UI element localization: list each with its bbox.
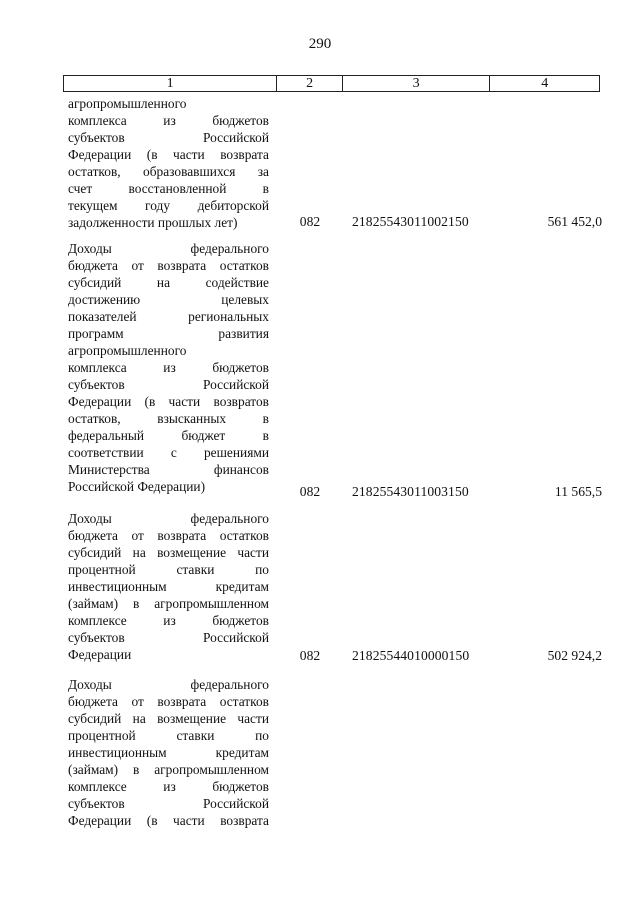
description-line: субъектов Российской [68,377,269,392]
amount: 561 452,0 [547,214,602,229]
description-line: агропромышленного [68,343,187,358]
description-line: Федерации (в части возврата [68,813,269,828]
description-line: субъектов Российской [68,796,269,811]
header-col-1: 1 [166,76,174,91]
description-line: бюджета от возврата остатков [68,694,269,709]
kbk-code: 21825543011003150 [352,484,469,499]
admin-code: 082 [299,484,321,499]
amount: 502 924,2 [547,648,602,663]
table-header [63,75,600,92]
description-line: Доходы федерального [68,241,269,256]
description-line: субсидий на возмещение части [68,711,269,726]
description-line: Министерства финансов [68,462,269,477]
description-line: субъектов Российской [68,130,269,145]
description-line: субъектов Российской [68,630,269,645]
description-line: Федерации (в части возврата [68,147,269,162]
description-line: задолженности прошлых лет) [68,215,238,230]
header-col-4: 4 [489,76,599,91]
description-line: бюджета от возврата остатков [68,258,269,273]
description-line: процентной ставки по [68,728,269,743]
description-line: федеральный бюджет в [68,428,269,443]
row-description [68,95,269,231]
description-line: соответствии с решениями [68,445,269,460]
description-line: Российской Федерации) [68,479,206,494]
description-line: остатков, взысканных в [68,411,269,426]
description-line: инвестиционным кредитам [68,745,269,760]
description-line: достижению целевых [68,292,269,307]
kbk-code: 21825544010000150 [352,648,470,663]
row-description [68,510,269,663]
description-line: текущем году дебиторской [68,198,269,213]
description-line: комплекса из бюджетов [68,360,269,375]
description-line: Федерации [68,647,132,662]
description-line: бюджета от возврата остатков [68,528,269,543]
description-line: (займам) в агропромышленном [68,762,269,777]
description-line: субсидий на возмещение части [68,545,269,560]
description-line: комплексе из бюджетов [68,613,269,628]
header-col-2: 2 [276,76,342,91]
description-line: показателей региональных [68,309,269,324]
page-number: 290 [308,36,332,52]
description-line: (займам) в агропромышленном [68,596,269,611]
description-line: инвестиционным кредитам [68,579,269,594]
description-line: Доходы федерального [68,511,269,526]
admin-code: 082 [299,214,321,229]
description-line: агропромышленного [68,96,187,111]
description-line: Федерации (в части возвратов [68,394,269,409]
row-description [68,676,269,829]
amount: 11 565,5 [554,484,602,499]
description-line: субсидий на содействие [68,275,269,290]
description-line: Доходы федерального [68,677,269,692]
description-line: программ развития [68,326,269,341]
admin-code: 082 [299,648,321,663]
description-line: процентной ставки по [68,562,269,577]
header-col-3: 3 [342,76,489,91]
description-line: комплекса из бюджетов [68,113,269,128]
description-line: счет восстановленной в [68,181,269,196]
description-line: остатков, образовавшихся за [68,164,269,179]
description-line: комплексе из бюджетов [68,779,269,794]
kbk-code: 21825543011002150 [352,214,469,229]
row-description [68,240,269,495]
